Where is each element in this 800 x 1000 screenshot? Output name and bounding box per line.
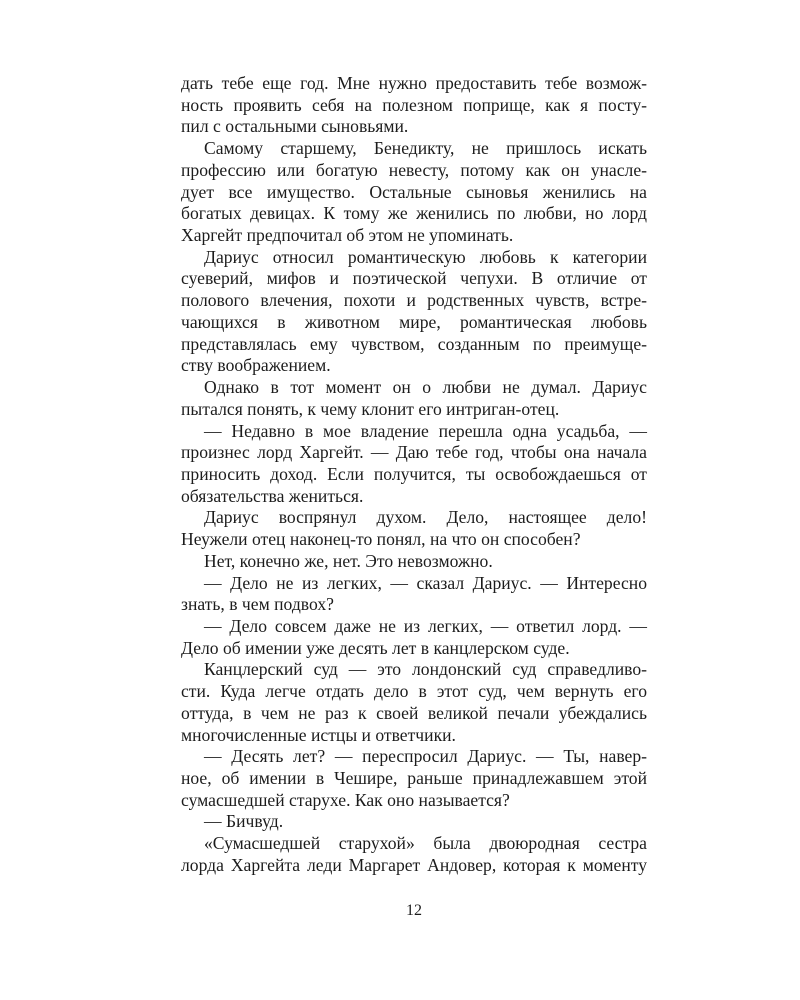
text-line: ное, об имении в Чешире, раньше принадлежавшем этой [181,768,647,788]
text-line: — Дело не из легких, — сказал Дариус. — Интересно [204,572,647,593]
text-line: сти. Куда легче отдать дело в этот суд, чем вернуть его [181,681,647,702]
text-line: приносить доход. Если получится, ты освобождаешься от [181,463,647,484]
text-line: — Десять лет? — переспросил Дариус. — Ты, навер- [204,746,647,767]
text-line: оттуда, в чем не раз к своей великой печали убеждались [181,702,647,723]
text-line: богатых девицах. К тому же женились по любви, но лорд [181,203,647,224]
text-line: Неужели отец наконец-то понял, на что он способен? [181,529,581,550]
text-line: многочисленные истцы и ответчики. [181,724,456,745]
text-line: полового влечения, похоти и родственных чувств, встре- [181,290,647,311]
text-line: Харгейт предпочитал об этом не упоминать. [181,225,514,246]
text-line: произнес лорд Харгейт. — Даю тебе год, чтобы она начала [181,442,647,463]
text-line: Самому старшему, Бенедикту, не пришлось искать [204,138,647,159]
text-line: знать, в чем подвох? [181,594,334,615]
text-line: пытался понять, к чему клонит его интриган-отец. [181,398,560,419]
text-line: Канцлерский суд — это лондонский суд справедливо- [204,659,647,680]
text-line: Нет, конечно же, нет. Это невозможно. [204,550,493,571]
text-line: суеверий, мифов и поэтической чепухи. В отличие от [181,268,647,289]
text-line: Дариус относил романтическую любовь к категории [204,246,647,267]
text-line: профессию или богатую невесту, потому как он унасле- [181,159,647,180]
text-line: чающихся в животном мире, романтическая любовь [181,311,647,332]
text-line: сумасшедшей старухе. Как оно называется? [181,789,510,810]
text-line: — Недавно в мое владение перешла одна усадьба, — [204,420,647,441]
text-line: Однако в тот момент он о любви не думал. Дариус [204,377,647,398]
text-line: ность проявить себя на полезном поприще, как я посту- [181,94,647,115]
text-line: пил с остальными сыновьями. [181,116,409,137]
text-line: Дариус воспрянул духом. Дело, настоящее дело! [204,507,647,528]
text-line: представлялась ему чувством, созданным по преимуще- [181,333,647,354]
page-text [181,73,647,877]
text-line: ству воображением. [181,355,331,376]
text-line: — Бичвуд. [204,811,284,832]
text-line: дать тебе еще год. Мне нужно предоставить тебе возмож- [181,73,647,93]
page-number: 12 [406,902,422,919]
text-line: дует все имущество. Остальные сыновья женились на [181,181,647,202]
text-line: обязательства жениться. [181,485,364,506]
text-line: — Дело совсем даже не из легких, — ответил лорд. — [204,615,647,636]
text-line: Дело об имении уже десять лет в канцлерском суде. [181,637,570,658]
text-line: лорда Харгейта леди Маргарет Андовер, которая к моменту [181,854,647,875]
text-line: «Сумасшедшей старухой» была двоюродная сестра [204,833,647,854]
